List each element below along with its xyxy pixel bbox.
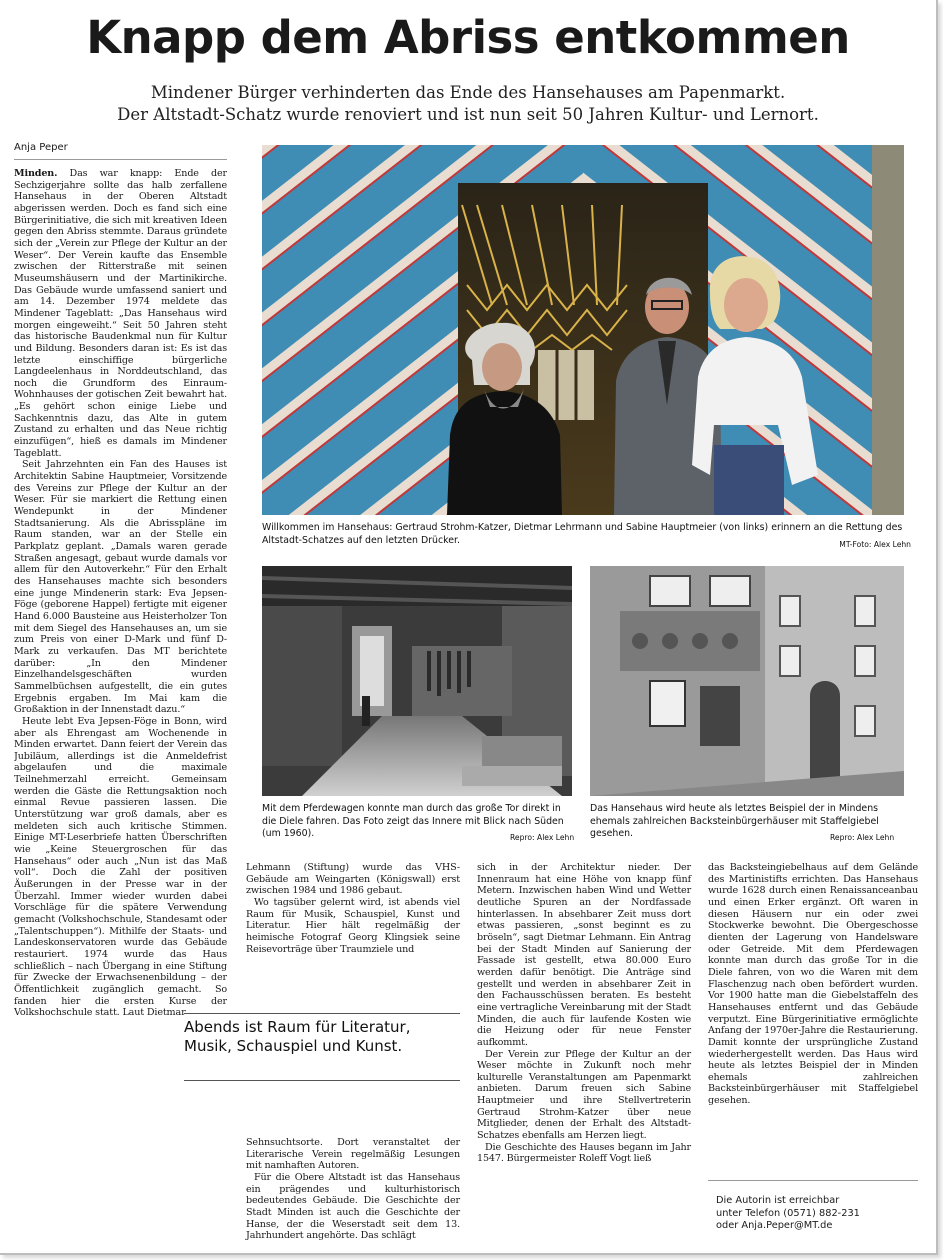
article-column-2-continued [246,1137,460,1242]
main-photo-caption: Willkommen im Hansehaus: Gertraud Strohm-Katzer, Dietmar Lehrmann und Sabine Hauptmeier (von links) erinnern an die Rettung des Altstadt-Schatzes auf den letzten Drücker. [262,522,903,546]
paragraph: Die Geschichte des Hauses begann im Jahr 1547. Bürgermeister Roleff Vogt ließ [477,1141,691,1165]
paragraph: Für die Obere Altstadt ist das Hansehaus ein prägendes und kulturhistorisch bedeutendes Gebäude. Die Geschichte der Stadt Minden ist auch die Geschichte der Hanse, der die Weserstadt seit dem 13. Jahrhundert angehörte. Das schlägt [246,1171,460,1242]
headline: Knapp dem Abriss entkommen [86,11,850,64]
paragraph: Seit Jahrzehnten ein Fan des Hauses ist Architektin Sabine Hauptmeier, Vorsitzende des Vereins zur Pflege der Kultur an der Weser. Für sie markiert die Rettung einen Wendepunkt in der Mindener Stadtsanierung. Als die Abrisspläne im Raum standen, war an der Stelle ein Parkplatz geplant. „Damals waren gerade Straßen angesagt, gebaut wurde damals vor allem für den Autoverkehr.“ Für den Erhalt des Hansehauses machte sich besonders eine junge Mindenerin stark: Eva Jepsen-Föge (geborene Happel) fertigte mit eigener Hand 6.000 Bausteine aus Heisterholzer Ton mit dem Siegel des Hansehauses an, um sie zum Preis von einer D-Mark und fünf D-Mark zu verkaufen. Das MT berichtete darüber: „In den Mindener Einzelhandelsgeschäften wurden Sammelbüchsen aufgestellt, die ein gutes Ergebnis ergaben. Im Mai kam die Großaktion in der Innenstadt dazu.“ [14,459,227,716]
paragraph [14,168,227,459]
contact-email: oder Anja.Peper@MT.de [716,1220,833,1232]
article-column-4 [708,862,918,1107]
paragraph: Lehmann (Stiftung) wurde das VHS-Gebäude am Weingarten (Königswall) erst zwischen 1984 und 1986 gebaut. [246,862,460,897]
paragraph: Wo tagsüber gelernt wird, ist abends viel Raum für Musik, Schauspiel, Kunst und Literatur. Hier hält regelmäßig der heimische Fotograf Georg Klingsiek seine Reisevorträge über Traumziele und [246,896,460,955]
historic-interior-caption: Mit dem Pferdewagen konnte man durch das große Tor direkt in die Diele fahren. Das Foto zeigt das Innere mit Blick nach Süden (um 1960). [262,803,564,839]
pull-quote: Abends ist Raum für Literatur, Musik, Schauspiel und Kunst. [184,1018,411,1055]
author-name: Anja Peper [14,142,68,153]
facade-photo [590,566,904,796]
paragraph: sich in der Architektur nieder. Der Innenraum hat eine Höhe von knapp fünf Metern. Inzwischen haben Wind und Wetter deutliche Spuren an der Nordfassade hinterlassen. In absehbarer Zeit muss dort etwas passieren, „sonst beginnt es zu bröseln“, sagt Dietmar Lehmann. Ein Antrag bei der Stadt Minden auf Sanierung der Fassade ist gestellt, etwa 80.000 Euro werden dafür benötigt. Die Anträge sind gestellt und werden in absehbarer Zeit in den Fachausschüssen beraten. Es besteht eine vertragliche Vereinbarung mit der Stadt Minden, die auch für laufende Kosten wie die Heizung oder für neue Fenster aufkommt. [477,862,691,1048]
hansehaus-facade-historic-photo [590,566,904,796]
dateline: Minden. [14,168,58,179]
facade-caption: Das Hansehaus wird heute als letztes Beispiel der in Mindens ehemals zahlreichen Backsteinbürgerhäuser mit Staffelgiebel gesehen. [590,803,879,839]
article-column-1 [14,168,227,1246]
paragraph: Heute lebt Eva Jepsen-Föge in Bonn, wird aber als Ehrengast am Wochenende in Minden erwartet. Dann feiert der Verein das Jubiläum, allerdings ist die Anmeldefrist abgelaufen und die maximale Teilnehmerzahl erreicht. Gemeinsam werden die Gäste die Rettungsaktion noch einmal Revue passieren lassen. Die Unterstützung war groß damals, aber es meldeten sich auch kritische Stimmen. Einige MT-Leserbriefe hatten Überschriften wie „Keine Steuergroschen für das Hansehaus“ oder auch „Nun ist das Maß voll“. Doch die Zahl der positiven Äußerungen in der Presse war in der Überzahl. Immer wieder wurden dabei Vorschläge für die spätere Verwendung gemacht (Volkshochschule, Standesamt oder „Talentschuppen“). Mithilfe der Staats- und Landeskonservatoren wurde das Gebäude restauriert. 1974 wurde das Haus schließlich – nach Übergang in eine Stiftung für Zwecke der Erwachsenenbildung – der Öffentlichkeit zugänglich gemacht. So fanden hier die ersten Kurse der Volkshochschule statt. Laut Dietmar [14,715,227,1019]
article-column-2 [246,862,460,955]
contact-divider [708,1180,918,1181]
contact-phone: unter Telefon (0571) 882-231 [716,1207,860,1219]
contact-line: Die Autorin ist erreichbar [716,1195,840,1206]
main-photo-credit: MT-Foto: Alex Lehn [839,540,911,549]
paragraph: das Backsteingiebelhaus auf dem Gelände des Martinistifts errichten. Das Hansehaus wurde 1628 durch einen Renaissanceanbau und einen Erker ergänzt. Oft waren in diesen Häusern nur ein oder zwei Stockwerke bewohnt. Die Obergeschosse dienten der Lagerung von Handelsware oder Getreide. Mit dem Pferdewagen konnte man durch das große Tor in die Diele fahren, von wo die Waren mit dem Flaschenzug nach oben befördert wurden. Vor 1900 hatte man die Giebelstaffeln des Hansehauses entfernt und das Gebäude verputzt. Eine Bürgerinitiative ermöglichte Anfang der 1970er-Jahre die Restaurierung. Damit konnte der ursprüngliche Zustand wiederhergestellt werden. Das Haus wird heute als letztes Beispiel der in Minden ehemals zahlreichen Backsteinbürgerhäuser mit Staffelgiebel gesehen. [708,862,918,1107]
historic-interior-credit: Repro: Alex Lehn [510,833,575,842]
subheadline-line-1: Mindener Bürger verhinderten das Ende des Hansehauses am Papenmarkt. [150,83,786,102]
author-contact [716,1195,916,1233]
facade-credit: Repro: Alex Lehn [830,833,895,842]
article-column-3 [477,862,691,1165]
historic-interior-photo [262,566,572,796]
hansehaus-door-photo [262,145,904,515]
subheadline-line-2: Der Altstadt-Schatz wurde renoviert und ist nun seit 50 Jahren Kultur- und Lernort. [117,105,819,124]
quote-rule-bottom [184,1080,460,1081]
quote-rule-top [184,1013,460,1014]
paragraph-text: Das war knapp: Ende der Sechzigerjahre sollte das halb zerfallene Hansehaus in der Oberen Altstadt abgerissen werden. Doch es fand sich eine Bürgerinitiative, die sich mit kreativen Ideen gegen den Abriss stemmte. Daraus gründete sich der „Verein zur Pflege der Kultur an der Weser“. Der Verein kaufte das Ensemble zwischen der Ritterstraße mit seinen Museumshäusern und der Martinikirche. Das Gebäude wurde umfassend saniert und am 14. Dezember 1974 meldete das Mindener Tageblatt: „Das Hansehaus wird morgen eingeweiht.“ Seit 50 Jahren steht das historische Baudenkmal nun für Kultur und Bildung. Besonders daran ist: Es ist das letzte einschiffige bürgerliche Langdeelenhaus in Norddeutschland, das noch die Grundform des Einraum-Wohnhauses der gotischen Zeit bewahrt hat. „Es gehört schon einige Liebe und Sachkenntnis dazu, das Alte in gutem Zustand zu erhalten und das Neue richtig einzufügen“, hieß es damals im Mindener Tageblatt. [14,168,227,459]
diele-interior-1960-photo [262,566,572,796]
paragraph: Der Verein zur Pflege der Kultur an der Weser möchte in Zukunft noch mehr kulturelle Veranstaltungen am Papenmarkt anbieten. Darum freuen sich Sabine Hauptmeier und ihre Stellvertreterin Gertraud Strohm-Katzer über neue Mitglieder, denen der Erhalt des Altstadt-Schatzes ebenfalls am Herzen liegt. [477,1048,691,1142]
paragraph: Sehnsuchtsorte. Dort veranstaltet der Literarische Verein regelmäßig Lesungen mit namhaften Autoren. [246,1137,460,1172]
author-divider [14,159,227,160]
main-photo [262,145,904,515]
